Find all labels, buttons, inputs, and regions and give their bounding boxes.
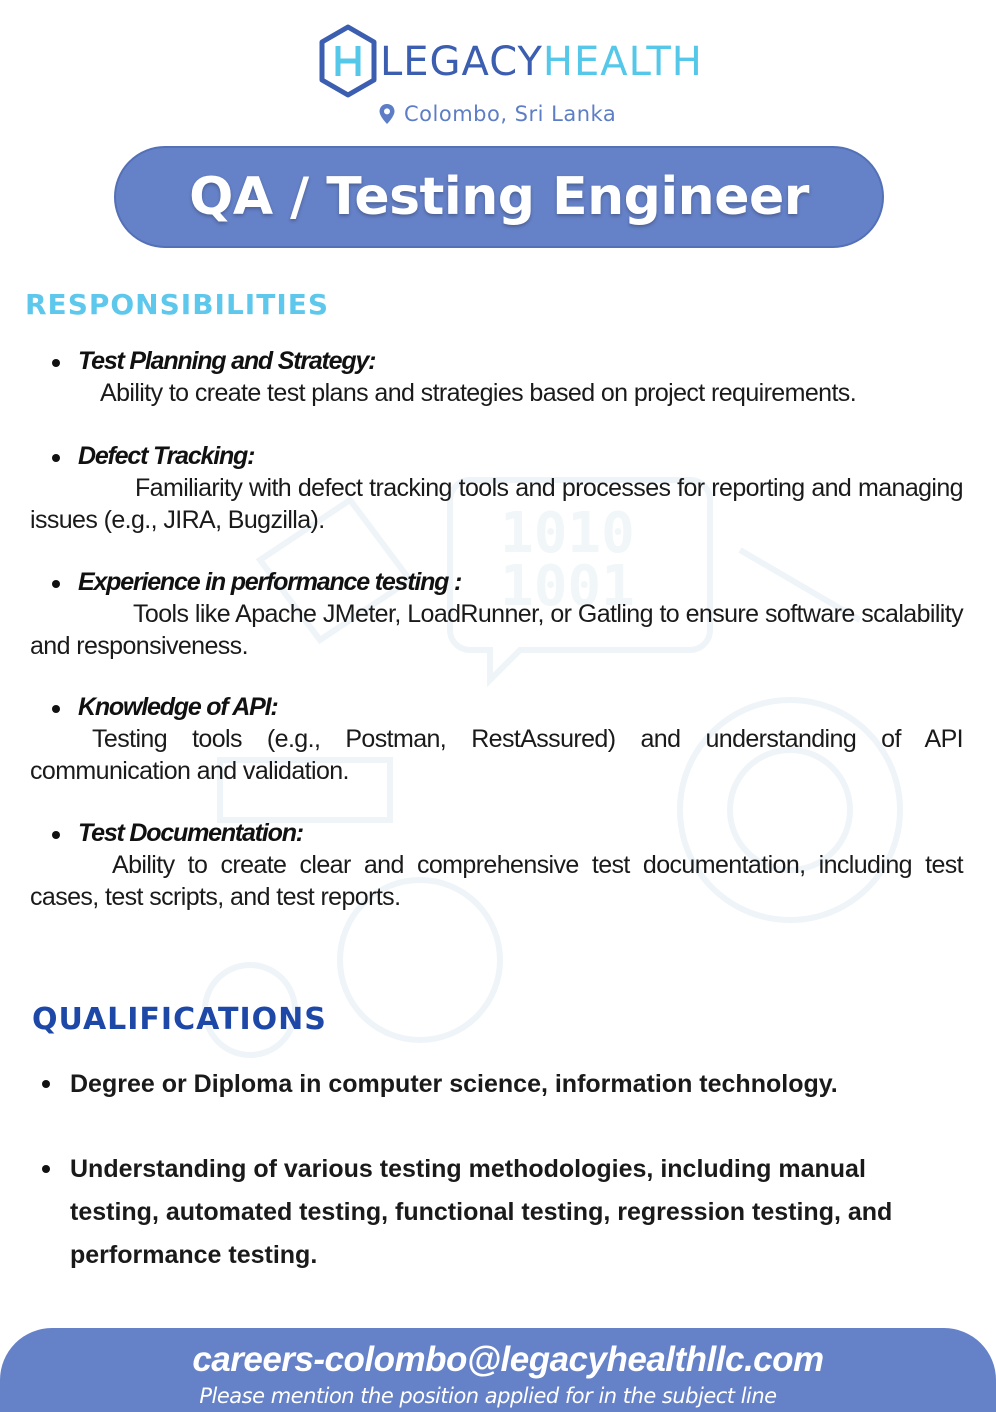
qualification-item: Degree or Diploma in computer science, information technology. xyxy=(70,1063,955,1106)
responsibility-title: Test Documentation: xyxy=(78,817,963,849)
responsibility-item xyxy=(30,691,963,787)
brand-name xyxy=(380,38,703,86)
responsibility-description: Ability to create test plans and strategies based on project requirements. xyxy=(100,379,857,407)
contact-email[interactable]: careers-colombo@legacyhealthllc.com xyxy=(192,1340,824,1379)
responsibility-title: Experience in performance testing : xyxy=(78,566,963,598)
responsibility-item xyxy=(30,566,963,662)
binary-decoration: 1001 xyxy=(500,554,635,619)
responsibility-item xyxy=(30,817,963,913)
responsibilities-heading: RESPONSIBILITIES xyxy=(25,288,330,321)
location xyxy=(378,100,616,128)
qualifications-heading: QUALIFICATIONS xyxy=(32,1002,327,1037)
responsibility-description: Testing tools (e.g., Postman, RestAssured) and understanding of API communication and validation. xyxy=(30,725,963,785)
responsibility-title: Defect Tracking: xyxy=(78,440,963,472)
subject-line-note: Please mention the position applied for in the subject line xyxy=(199,1384,777,1408)
brand-name-part2: HEALTH xyxy=(542,39,703,85)
job-title-banner xyxy=(114,146,884,248)
responsibility-item xyxy=(30,440,963,536)
location-text: Colombo, Sri Lanka xyxy=(404,102,617,126)
binary-decoration: 1010 xyxy=(500,501,635,566)
responsibility-item xyxy=(30,345,963,409)
hexagon-h-logo-icon xyxy=(318,24,378,98)
qualification-item: Understanding of various testing methodologies, including manual testing, automated testing, functional testing, regression testing, and performance testing. xyxy=(70,1148,955,1277)
responsibility-title: Test Planning and Strategy: xyxy=(78,345,963,377)
job-title: QA / Testing Engineer xyxy=(189,167,809,227)
brand-name-part1: LEGACY xyxy=(380,39,543,85)
responsibility-description: Familiarity with defect tracking tools and processes for reporting and managing issues (e.g., JIRA, Bugzilla). xyxy=(30,474,963,534)
responsibility-title: Knowledge of API: xyxy=(78,691,963,723)
responsibility-description: Tools like Apache JMeter, LoadRunner, or Gatling to ensure software scalability and responsiveness. xyxy=(30,600,963,660)
company-logo xyxy=(318,24,703,100)
contact-footer xyxy=(0,1328,996,1412)
map-pin-icon xyxy=(378,103,396,125)
responsibility-description: Ability to create clear and comprehensive test documentation, including test cases, test scripts, and test reports. xyxy=(30,851,963,911)
